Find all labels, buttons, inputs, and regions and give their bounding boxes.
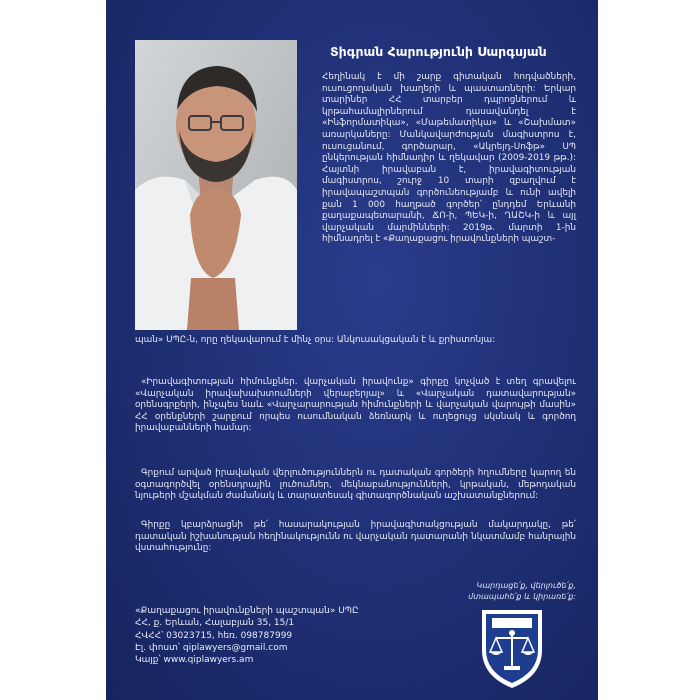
closing-motto-line-2: մտապահե՛ք և կիրառե՛ք: xyxy=(468,592,576,601)
closing-motto-line-1: Կարդացե՛ք, վերլուծե՛ք, xyxy=(476,581,576,590)
author-bio: Հեղինակ է մի շարք գիտական հոդվածների, ուսուցողական խաղերի և պաստառների: Երկար տարիներ ՀՀ տարբեր դպրոցներում և կրթահամալիրներում դասավանդել է «Ինֆորմատիկա», «Մաթեմատիկա» և «Շախմատ» առարկաները: Մանկավարժության մագիստրոս է, ուսուցանում, գործարար, «Ակրեյդ-Սոֆթ» ՍՊ ընկերության հիմնադիր և ղեկավար (2009-2019 թթ.): Հայտնի իրավաբան է, իրավագիտության մագիստրոս, շուրջ 10 տարի զբաղվում է իրավապաշտպան գործունեությամբ և ունի ավելի քան 1 000 հաղթած գործեր՝ ընդդեմ Երևանի քաղաքապետարանի, ՃՈ-ի, ՊԵԿ-ի, ՂԱՇԿ-ի և այլ վարչական մարմինների: 2019թ. մարտի 1-ին հիմնադրել է «Քաղաքացու իրավունքների պաշտ- xyxy=(322,72,576,245)
publisher-phone: ՀՎՀՀ՝ 03023715, հեռ. 098787999 xyxy=(135,630,293,641)
book-description-paragraph-1: «Իրավագիտության հիմունքներ. վարչական իրավունք» գիրքը կոչված է տեղ գրավելու «Վարչական իրավախախտումների վերաբերյալ» և «Վարչական դատավարության» օրենսգրքերի, ինչպես նաև «Վարչարարության հիմունքների և վարչական վարույթի մասին» ՀՀ օրենքների շարքում որպես ուսումնական ձեռնարկ և ուղեցույց սկսնակ և գործող իրավաբանների համար: xyxy=(135,377,576,434)
publisher-email: Էլ. փոստ՝ qiplawyers@gmail.com xyxy=(135,642,288,653)
scales-of-justice-shield-icon xyxy=(474,606,550,690)
publisher-contacts xyxy=(135,605,395,666)
publisher-name: «Քաղաքացու իրավունքների պաշտպան» ՍՊԸ xyxy=(135,606,359,616)
book-back-cover xyxy=(106,0,598,700)
book-description-paragraph-3: Գիրքը կբարձրացնի թե՛ հասարակության իրավագիտակցության մակարդակը, թե՛ դատական իշխանության հեղինակությունն ու վարչական դատարանի նկատմամբ հանրային վստահությունը: xyxy=(135,520,576,554)
author-bio-continuation: պան» ՍՊԸ-ն, որը ղեկավարում է մինչ օրս: Անկուսակցական է և քրիստոնյա: xyxy=(135,335,496,345)
publisher-address: ՀՀ, ք. Երևան, Հալաբյան 35, 15/1 xyxy=(135,618,295,629)
book-description-paragraph-2: Գրքում արված իրավական վերլուծություններն ու դատական գործերի հղումները կարող են օգտագործվել օրենսդրային լուծումներ, մեկնաբանությունների, կրթական, մեթոդական նյութերի մշակման ժամանակ և տարատեսակ գիտագործնական աշխատանքներում: xyxy=(135,468,576,502)
author-photo xyxy=(135,40,297,330)
closing-motto xyxy=(406,580,576,602)
author-name: Տիգրան Հարությունի Սարգսյան xyxy=(330,44,547,59)
publisher-website: Կայք՝ www.qiplawyers.am xyxy=(135,655,254,666)
